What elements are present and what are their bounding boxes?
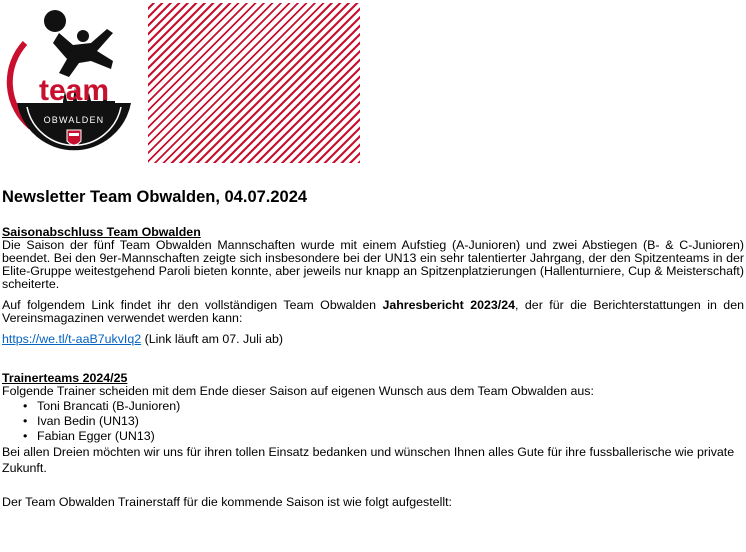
trainer-list <box>2 399 744 444</box>
wetransfer-link[interactable]: https://we.tl/t-aaB7ukvIq2 <box>2 332 142 346</box>
header-stripes-banner <box>148 3 360 163</box>
jahresbericht-bold: Jahresbericht 2023/24 <box>382 298 515 312</box>
logo-shield-icon <box>67 130 81 145</box>
saisonabschluss-paragraph: Die Saison der fünf Team Obwalden Mannschaften wurde mit einem Aufstieg (A-Junioren) und zwei Abstiegen (B- & C-Junioren) beendet. Bei den 9er-Mannschaften zeigte sich insbesondere bei der UN13 ein sehr talentierter Jahrgang, der den Spitzenteams in der Elite-Gruppe weitestgehend Paroli bieten konnte, aber jeweils nur knapp an Spitzenplatzierungen (Hallenturniere, Cup & Meisterschaft) scheiterte. <box>2 238 744 291</box>
link-line <box>2 333 744 346</box>
logo-shield-key <box>69 133 79 136</box>
logo-ball <box>44 10 66 32</box>
newsletter-title: Newsletter Team Obwalden, 04.07.2024 <box>2 188 308 206</box>
trainerstaff-line: Der Team Obwalden Trainerstaff für die kommende Saison ist wie folgt aufgestellt: <box>2 495 452 509</box>
section-heading-trainerteams: Trainerteams 2024/25 <box>2 371 128 385</box>
logo-goalkeeper-head <box>77 30 89 42</box>
jahresbericht-text-before: Auf folgendem Link findet ihr den vollständigen Team Obwalden <box>2 298 383 312</box>
logo-wordmark: team <box>38 74 110 107</box>
newsletter-header <box>3 3 360 163</box>
list-item: • Fabian Egger (UN13) <box>37 429 744 444</box>
jahresbericht-paragraph <box>2 299 744 325</box>
logo-graphic <box>3 3 145 163</box>
thanks-paragraph: Bei allen Dreien möchten wir uns für ihren tollen Einsatz bedanken und wünschen Ihnen alles Gute für ihre fussballerische wie private Zukunft. <box>2 445 735 475</box>
link-note: (Link läuft am 07. Juli ab) <box>141 332 283 346</box>
logo-region-text: OBWALDEN <box>43 115 105 125</box>
newsletter-content <box>2 226 744 509</box>
trainers-intro: Folgende Trainer scheiden mit dem Ende dieser Saison auf eigenen Wunsch aus dem Team Obwalden aus: <box>2 384 594 398</box>
jahresbericht-text-after: , der für die Berichterstattungen in den Vereinsmagazinen verwendet werden kann: <box>2 298 744 325</box>
team-obwalden-logo <box>3 3 145 163</box>
section-heading-saisonabschluss: Saisonabschluss Team Obwalden <box>2 225 201 239</box>
list-item: • Toni Brancati (B-Junioren) <box>37 399 744 414</box>
list-item: • Ivan Bedin (UN13) <box>37 414 744 429</box>
